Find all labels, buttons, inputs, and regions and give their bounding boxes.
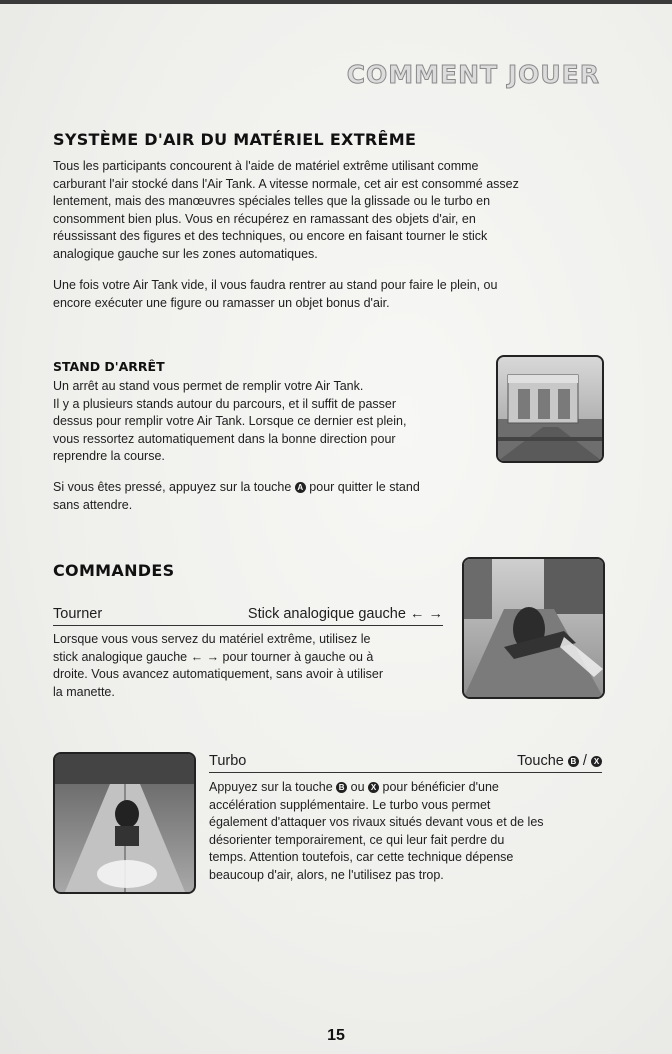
text-line: droite. Vous avancez automatiquement, sans avoir à utiliser [53, 667, 384, 681]
turbo-image [55, 754, 194, 892]
turn-label: Tourner [53, 606, 103, 622]
air-system-paragraph-2 [53, 277, 613, 312]
controls-heading: COMMANDES [53, 561, 175, 580]
pit-stop-image [498, 357, 602, 461]
turbo-subheading [209, 750, 602, 773]
pit-stop-paragraph-1 [53, 378, 483, 466]
b-button-icon: B [336, 782, 347, 793]
text-line: désorienter temporairement, ce qui leur fait perdre du [209, 832, 505, 847]
text-line: vous ressortez automatiquement dans la bonne direction pour [53, 431, 396, 446]
text-line: dessus pour remplir votre Air Tank. Lorsque ce dernier est plein, [53, 414, 407, 428]
text-line: Lorsque vous vous servez du matériel extrême, utilisez le [53, 632, 371, 646]
turbo-control-separator: / [578, 753, 591, 769]
text-line: Tous les participants concourent à l'aide de matériel extrême utilisant comme [53, 159, 479, 173]
section-title: COMMENT JOUER [346, 60, 600, 89]
a-button-icon: A [295, 482, 306, 493]
text-line: encore exécuter une figure ou ramasser un objet bonus d'air. [53, 295, 390, 310]
text-line: accélération supplémentaire. Le turbo vous permet [209, 797, 491, 812]
text-fragment: Appuyez sur la touche [209, 780, 337, 794]
text-line: beaucoup d'air, alors, ne l'utilisez pas trop. [209, 867, 444, 882]
text-fragment: pour bénéficier d'une [379, 780, 499, 794]
pit-stop-heading: STAND D'ARRÊT [53, 359, 165, 374]
turn-control: Stick analogique gauche ← → [247, 606, 443, 622]
text-line: analogique gauche sur les zones automatiques. [53, 246, 318, 261]
turn-screenshot [462, 557, 605, 699]
turbo-description [209, 779, 609, 884]
text-line: reprendre la course. [53, 449, 165, 463]
text-line: également d'attaquer vos rivaux situés devant vous et de les [209, 815, 544, 829]
x-button-icon: X [368, 782, 379, 793]
text-line: consomment bien plus. Vous en récupérez en ramassant des objets d'air, en [53, 211, 476, 226]
text-line: lentement, mais des manœuvres spéciales telles que la glissade ou le turbo en [53, 194, 491, 208]
x-button-icon: X [591, 756, 602, 767]
text-line: Il y a plusieurs stands autour du parcours, et il suffit de passer [53, 396, 397, 411]
air-system-heading: SYSTÈME D'AIR DU MATÉRIEL EXTRÊME [53, 130, 417, 149]
turbo-label: Turbo [209, 753, 247, 769]
turn-description [53, 631, 453, 701]
b-button-icon: B [568, 756, 579, 767]
turn-image [464, 559, 603, 697]
text-fragment: pour quitter le stand [305, 480, 420, 494]
air-system-paragraph-1 [53, 158, 613, 263]
text-line: stick analogique gauche ← → pour tourner à gauche ou à [53, 649, 374, 664]
turbo-control [517, 750, 602, 772]
text-fragment: Si vous êtes pressé, appuyez sur la touche [53, 480, 295, 494]
text-line: Un arrêt au stand vous permet de remplir votre Air Tank. [53, 379, 364, 393]
text-fragment: ou [347, 780, 369, 794]
text-line: la manette. [53, 684, 115, 699]
turbo-screenshot [53, 752, 196, 894]
pit-stop-screenshot [496, 355, 604, 463]
turbo-control-prefix: Touche [517, 753, 568, 769]
text-line: Une fois votre Air Tank vide, il vous faudra rentrer au stand pour faire le plein, ou [53, 278, 498, 292]
page-number: 15 [327, 1027, 345, 1044]
text-line: carburant l'air stocké dans l'Air Tank. A vitesse normale, cet air est consommé assez [53, 176, 519, 191]
pit-stop-paragraph-2 [53, 479, 493, 514]
text-line: sans attendre. [53, 497, 133, 512]
top-rule [0, 0, 672, 4]
text-line: temps. Attention toutefois, car cette technique dépense [209, 850, 514, 864]
text-line: réussissant des figures et des techniques, ou encore en faisant tourner le stick [53, 229, 488, 243]
turn-subheading [53, 603, 443, 626]
